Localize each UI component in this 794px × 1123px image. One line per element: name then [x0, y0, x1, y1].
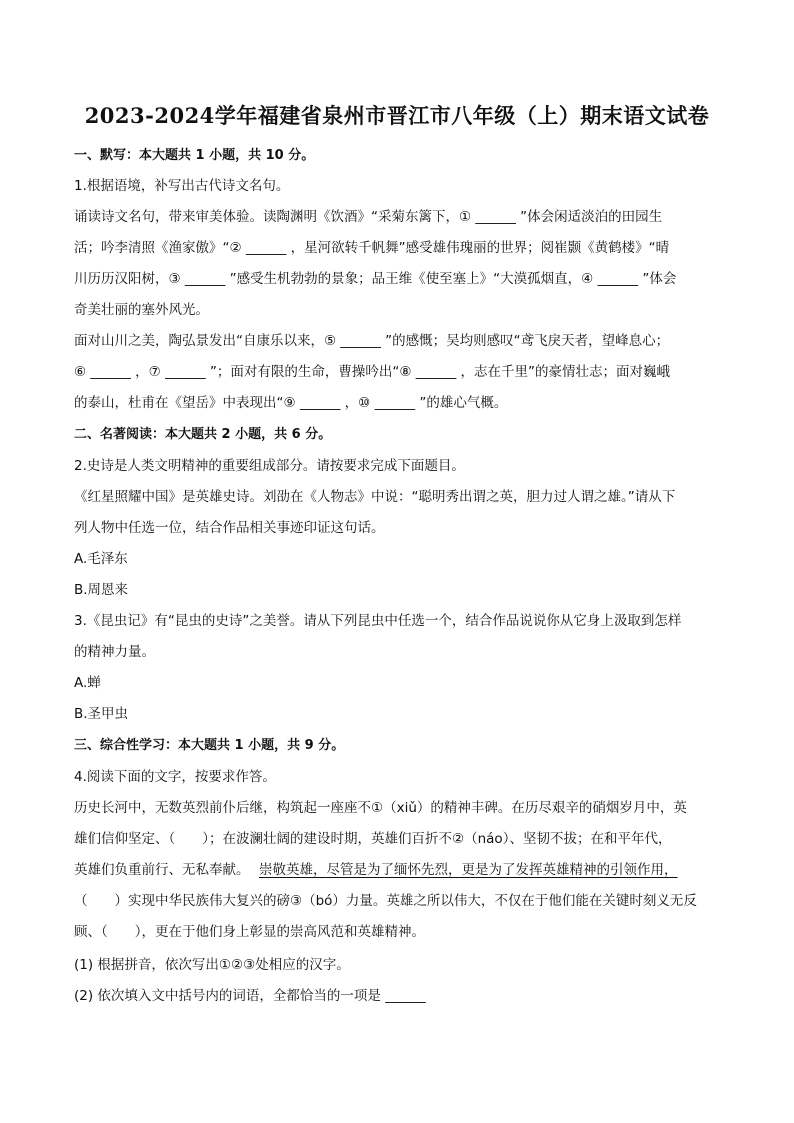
section-heading-1: 一、默写：本大题共 1 小题，共 10 分。	[74, 148, 315, 163]
section-heading-2: 二、名著阅读：本大题共 2 小题，共 6 分。	[74, 427, 332, 442]
q4-subquestion-2: (2) 依次填入文中括号内的词语，全都恰当的一项是 ______	[74, 988, 426, 1004]
q2-option-a: A.毛泽东	[74, 551, 128, 567]
q4-passage-line: 雄们信仰坚定、（ ）；在波澜壮阔的建设时期，英雄们百折不②（náo）、坚韧不拔；在和平年代，	[74, 831, 672, 847]
q3-option-a: A.蝉	[74, 675, 101, 691]
q1-paragraph-line: ⑥ ______ ，⑦ ______ ”；面对有限的生命，曹操吟出“⑧ ______ ，志在千里”的豪情壮志；面对巍峨	[74, 364, 671, 380]
page-title: 2023-2024学年福建省泉州市晋江市八年级（上）期末语文试卷	[84, 103, 710, 128]
q4-passage-line: 顾、（ ），更在于他们身上彰显的崇高风范和英雄精神。	[74, 924, 425, 940]
q1-paragraph-line: 川历历汉阳树，③ ______ ”感受生机勃勃的景象；品王维《使至塞上》“大漠孤烟直，④ ______ ”体会	[74, 271, 677, 287]
question-3-stem-cont: 的精神力量。	[74, 644, 155, 660]
question-4-stem: 4.阅读下面的文字，按要求作答。	[74, 769, 276, 785]
question-3-stem: 3.《昆虫记》有“昆虫的史诗”之美誉。请从下列昆虫中任选一个，结合作品说说你从它身上汲取到怎样	[74, 613, 682, 629]
q4-underlined-sentence: 崇敬英雄，尽管是为了缅怀先烈，更是为了发挥英雄精神的引领作用，	[259, 862, 678, 878]
q1-paragraph-line: 奇美壮丽的塞外风光。	[74, 302, 209, 318]
q1-paragraph-line: 活；吟李清照《渔家傲》“② ______ ，星河欲转千帆舞”感受雄伟瑰丽的世界；阅崔颢《黄鹤楼》“晴	[74, 240, 670, 256]
q3-option-b: B.圣甲虫	[74, 706, 129, 722]
q4-subquestion-1: (1) 根据拼音，依次写出①②③处相应的汉字。	[74, 957, 350, 973]
q2-option-b: B.周恩来	[74, 582, 129, 598]
q1-paragraph-line: 面对山川之美，陶弘景发出“自康乐以来，⑤ ______ ”的感慨；吴均则感叹“鸢飞戾天者，望峰息心；	[74, 333, 670, 349]
q4-passage-line: （ ）实现中华民族伟大复兴的磅③（bó）力量。英雄之所以伟大，不仅在于他们能在关键时刻义无反	[74, 893, 697, 909]
q2-body-line: 《红星照耀中国》是英雄史诗。刘劭在《人物志》中说：“聪明秀出谓之英，胆力过人谓之雄。”请从下	[74, 489, 676, 505]
question-2-stem: 2.史诗是人类文明精神的重要组成部分。请按要求完成下面题目。	[74, 458, 465, 474]
q4-passage-line: 历史长河中，无数英烈前仆后继，构筑起一座座不①（xiǔ）的精神丰碑。在历尽艰辛的硝烟岁月中，英	[74, 800, 687, 816]
section-heading-3: 三、综合性学习：本大题共 1 小题，共 9 分。	[74, 738, 345, 753]
q1-paragraph-line: 的泰山，杜甫在《望岳》中表现出“⑨ ______ ，⑩ ______ ”的雄心气概。	[74, 395, 508, 411]
question-1-stem: 1.根据语境，补写出古代诗文名句。	[74, 178, 290, 194]
q1-paragraph-line: 诵读诗文名句，带来审美体验。读陶渊明《饮酒》“采菊东篱下，① ______ ”体会闲适淡泊的田园生	[74, 209, 663, 225]
q4-passage-line: 英雄们负重前行、无私奉献。	[74, 862, 250, 878]
q2-body-line: 列人物中任选一位，结合作品相关事迹印证这句话。	[74, 520, 385, 536]
